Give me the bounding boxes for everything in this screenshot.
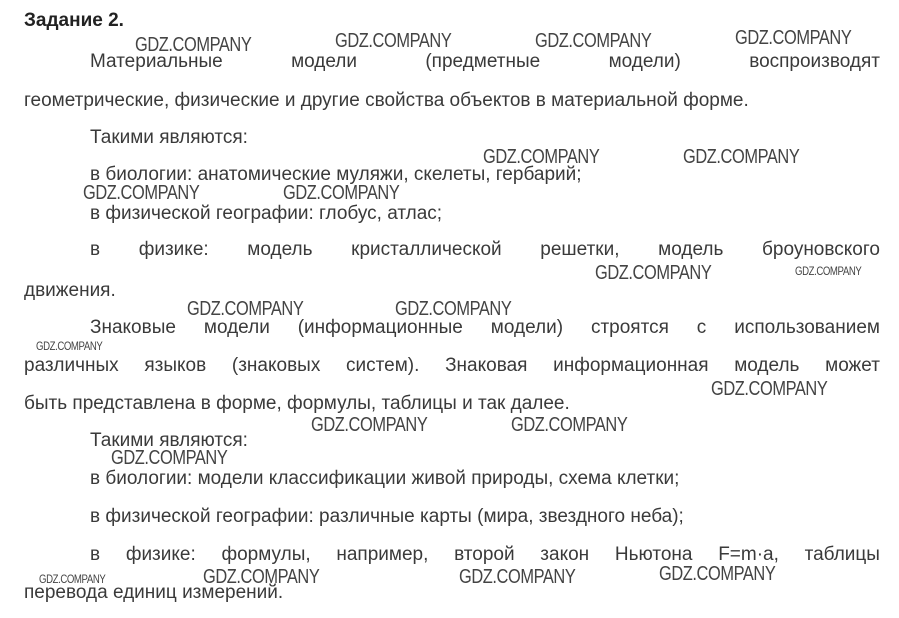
word: модели [291,51,357,72]
watermark: GDZ.COMPANY [311,414,428,436]
watermark: GDZ.COMPANY [711,378,828,400]
watermark: GDZ.COMPANY [135,34,252,56]
word: Знаковые [90,317,176,338]
watermark: GDZ.COMPANY [36,339,103,353]
word: языков [144,355,207,376]
word: решетки, [540,239,620,260]
examples-1-physics-line-2: движения. [24,280,116,301]
examples-2-geography: в физической географии: различные карты (мира, звездного неба); [90,506,684,527]
word: различных [24,355,119,376]
word: модель [734,355,800,376]
watermark: GDZ.COMPANY [659,563,776,585]
examples-1-physics-line-1 [90,238,880,262]
examples-1-biology: в биологии: анатомические муляжи, скелеты, гербарий; [90,164,582,185]
paragraph-2-line-2 [24,354,880,378]
word: информационная [553,355,709,376]
word: Материальные [90,51,223,72]
word: закон [540,544,590,565]
word: систем). [346,355,420,376]
watermark: GDZ.COMPANY [83,182,200,204]
word: воспроизводят [749,51,880,72]
examples-2-physics-line-2: перевода единиц измерений. [24,582,284,603]
watermark: GDZ.COMPANY [483,146,600,168]
watermark: GDZ.COMPANY [511,414,628,436]
examples-1-geography: в физической географии: глобус, атлас; [90,203,443,224]
word: физике: [138,239,209,260]
word: например, [336,544,429,565]
watermark: GDZ.COMPANY [735,27,852,49]
word: модель [247,239,313,260]
word: модель [658,239,724,260]
task-title: Задание 2. [24,10,124,31]
word: Ньютона [614,544,693,565]
watermark: GDZ.COMPANY [535,30,652,52]
word: с [696,317,707,338]
word: (знаковых [231,355,321,376]
watermark: GDZ.COMPANY [111,447,228,469]
word: строятся [590,317,669,338]
word: (информационные [297,317,463,338]
word: в [90,544,101,565]
paragraph-1-line-2: геометрические, физические и другие свойства объектов в материальной форме. [24,90,749,111]
watermark: GDZ.COMPANY [683,146,800,168]
word: второй [454,544,515,565]
watermark: GDZ.COMPANY [335,30,452,52]
word: модели) [490,317,564,338]
watermark: GDZ.COMPANY [595,262,712,284]
word: F=m·a, [718,544,779,565]
word: броуновского [762,239,880,260]
watermark: GDZ.COMPANY [187,298,304,320]
word: кристаллической [351,239,502,260]
watermark: GDZ.COMPANY [203,566,320,588]
word: Знаковая [445,355,528,376]
word: формулы, [221,544,311,565]
examples-2-intro: Такими являются: [90,430,248,451]
watermark: GDZ.COMPANY [459,566,576,588]
watermark: GDZ.COMPANY [39,572,106,586]
word: модели) [608,51,681,72]
word: модели [203,317,270,338]
paragraph-2-line-3: быть представлена в форме, формулы, таблицы и так далее. [24,393,570,414]
watermark: GDZ.COMPANY [283,182,400,204]
word: использованием [734,317,880,338]
word: таблицы [804,544,880,565]
examples-2-biology: в биологии: модели классификации живой природы, схема клетки; [90,468,680,489]
word: (предметные [425,51,541,72]
examples-1-intro: Такими являются: [90,127,248,148]
word: физике: [125,544,196,565]
word: в [90,239,101,260]
word: может [825,355,880,376]
watermark: GDZ.COMPANY [795,264,862,278]
watermark: GDZ.COMPANY [395,298,512,320]
